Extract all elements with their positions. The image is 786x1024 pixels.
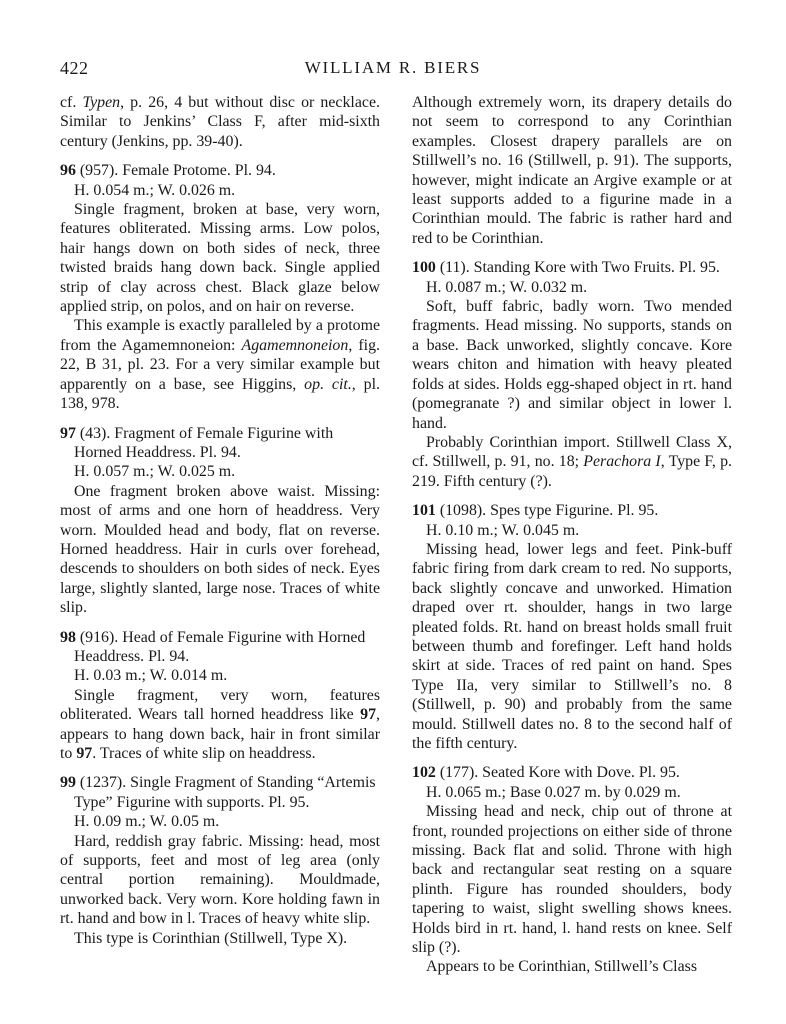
page-number: 422 bbox=[60, 58, 89, 78]
entry-title bbox=[412, 763, 732, 782]
entry-dimensions: H. 0.09 m.; W. 0.05 m. bbox=[74, 813, 220, 831]
entry-paragraph bbox=[60, 200, 380, 316]
text-run: , fig. 22, B 31, pl. 23. For a very similar example but apparently on a base, see Higgins, bbox=[60, 336, 381, 393]
entry-number: 97 bbox=[60, 424, 76, 442]
italic-reference: op. cit. bbox=[304, 375, 352, 393]
entry-title-text: (1237). Single Fragment of Standing “Artemis Type” Figurine with supports. Pl. 95. bbox=[74, 774, 376, 811]
text-run: . Traces of white slip on headdress. bbox=[92, 745, 316, 762]
continuation-paragraph bbox=[412, 93, 732, 248]
entry-title bbox=[60, 773, 380, 812]
entry-title bbox=[412, 258, 732, 277]
text-run: Appears to be Corinthian, Stillwell’s Class bbox=[426, 958, 698, 976]
entry-title bbox=[60, 161, 380, 180]
text-run: , Type F, p. 219. Fifth century (?). bbox=[412, 453, 732, 490]
text-run: , p. 26, 4 but without disc or necklace. Similar to Jenkins’ Class F, after mid-sixth century (Jenkins, pp. 39-40). bbox=[60, 94, 380, 150]
entry-paragraph bbox=[412, 297, 732, 433]
text-run: Single fragment, broken at base, very worn, features obliterated. Missing arms. Low polos, hair hangs down on both sides of neck, three twisted braids hang down back. Single applied strip of clay across chest. Black glaze below applied strip, on polos, and on hair on reverse. bbox=[60, 201, 380, 316]
entry-paragraph bbox=[60, 482, 380, 618]
entry-number: 102 bbox=[412, 764, 436, 782]
italic-reference: Perachora I bbox=[583, 453, 661, 471]
text-run: Hard, reddish gray fabric. Missing: head, most of supports, feet and most of leg area (only central portion remaining). Mouldmade, unworked back. Very worn. Kore holding fawn in rt. hand and bow in l. Traces of heavy white slip. bbox=[60, 832, 380, 928]
catalog-entry bbox=[60, 161, 380, 413]
catalog-entry bbox=[60, 628, 380, 764]
entry-paragraph bbox=[412, 957, 732, 976]
catalog-entry bbox=[412, 258, 732, 491]
italic-reference: Typen bbox=[82, 94, 121, 111]
right-column bbox=[412, 93, 732, 977]
catalog-entry bbox=[60, 424, 380, 618]
text-run: cf. bbox=[60, 94, 83, 111]
catalog-entry bbox=[412, 501, 732, 753]
entry-title-text: (916). Head of Female Figurine with Horned Headdress. Pl. 94. bbox=[74, 628, 366, 665]
entry-title bbox=[60, 628, 380, 667]
entry-dimensions: H. 0.057 m.; W. 0.025 m. bbox=[74, 463, 236, 481]
left-column bbox=[60, 93, 380, 948]
entry-number: 96 bbox=[60, 162, 76, 180]
entry-paragraph bbox=[60, 832, 380, 929]
italic-reference: Agamemnoneion bbox=[241, 336, 349, 354]
entry-dimensions: H. 0.054 m.; W. 0.026 m. bbox=[74, 181, 236, 199]
entry-dimensions: H. 0.10 m.; W. 0.045 m. bbox=[426, 521, 580, 539]
text-run: This type is Corinthian (Stillwell, Type X). bbox=[74, 929, 348, 947]
entry-number: 99 bbox=[60, 774, 76, 792]
entry-paragraph bbox=[412, 433, 732, 491]
text-run: Although extremely worn, its drapery details do not seem to correspond to any Corinthian examples. Closest drapery parallels are on Stillwell’s no. 16 (Stillwell, p. 91). The supports, however, might indicate an Argive example or at least supports added to a figurine made in a Corinthian mould. The fabric is rather hard and red to be Corinthian. bbox=[412, 94, 732, 247]
catalog-crossref: 97 bbox=[360, 706, 377, 724]
running-head: WILLIAM R. BIERS bbox=[304, 58, 482, 77]
entry-title bbox=[60, 424, 380, 463]
entry-dimensions: H. 0.065 m.; Base 0.027 m. by 0.029 m. bbox=[426, 783, 681, 801]
entry-title-text: (43). Fragment of Female Figurine with Horned Headdress. Pl. 94. bbox=[74, 424, 334, 461]
continuation-paragraph bbox=[60, 93, 380, 151]
text-run: Soft, buff fabric, badly worn. Two mended fragments. Head missing. No supports, stands on a base. Back unworked, slightly concave. Kore wears chiton and himation with heavy pleated folds at sides. Holds egg-shaped object in rt. hand (pomegranate ?) and similar object in lower l. hand. bbox=[412, 298, 732, 432]
entry-paragraph bbox=[412, 802, 732, 957]
text-run: Probably Corinthian import. Stillwell Class X, cf. Stillwell, p. 91, no. 18; bbox=[412, 433, 732, 471]
entry-paragraph bbox=[412, 540, 732, 753]
entry-paragraph bbox=[60, 316, 380, 413]
text-run: Single fragment, very worn, features obliterated. Wears tall horned headdress like bbox=[60, 686, 380, 724]
entry-number: 98 bbox=[60, 628, 76, 646]
catalog-entry bbox=[412, 763, 732, 976]
text-run: This example is exactly paralleled by a protome from the Agamemnoneion: bbox=[60, 317, 380, 354]
entry-dimensions: H. 0.03 m.; W. 0.014 m. bbox=[74, 667, 228, 685]
entry-title-text: (177). Seated Kore with Dove. Pl. 95. bbox=[435, 764, 680, 782]
entry-dimensions: H. 0.087 m.; W. 0.032 m. bbox=[426, 278, 588, 296]
catalog-crossref: 97 bbox=[76, 745, 93, 762]
text-run: One fragment broken above waist. Missing: most of arms and one horn of headdress. Very worn. Moulded head and body, flat on reverse. Horned headdress. Hair in curls over forehead, descends to shoulders on both sides of neck. Eyes large, slightly slanted, large nose. Traces of white slip. bbox=[60, 482, 380, 617]
catalog-entry bbox=[60, 773, 380, 948]
entry-title-text: (11). Standing Kore with Two Fruits. Pl. 95. bbox=[435, 259, 720, 277]
entry-number: 101 bbox=[412, 502, 436, 520]
text-run: , pl. 138, 978. bbox=[60, 375, 380, 413]
text-run: Missing head, lower legs and feet. Pink-buff fabric firing from dark cream to red. No supports, back slightly concave and unworked. Himation draped over rt. shoulder, hangs in two large pleated folds. Rt. hand on breast holds small fruit between thumb and forefinger. Left hand holds skirt at side. Traces of red paint on hand. Spes Type IIa, very similar to Stillwell’s no. 8 (Stillwell, p. 90) and probably from the same mould. Stillwell dates no. 8 to the second half of the fifth century. bbox=[412, 540, 732, 752]
entry-paragraph bbox=[60, 929, 380, 948]
entry-paragraph bbox=[60, 686, 380, 764]
entry-title-text: (1098). Spes type Figurine. Pl. 95. bbox=[435, 502, 659, 520]
entry-title-text: (957). Female Protome. Pl. 94. bbox=[75, 162, 276, 180]
text-run: , appears to hang down back, hair in front similar to bbox=[60, 706, 380, 762]
entry-title bbox=[412, 501, 732, 520]
text-run: Missing head and neck, chip out of throne at front, rounded projections on either side of throne missing. Back flat and solid. Throne with high back and rectangular seat resting on a square plinth. Figure has rounded shoulders, body tapering to waist, slight swelling shows knees. Holds bird in rt. hand, l. hand rests on knee. Self slip (?). bbox=[412, 803, 732, 957]
entry-number: 100 bbox=[412, 259, 436, 277]
